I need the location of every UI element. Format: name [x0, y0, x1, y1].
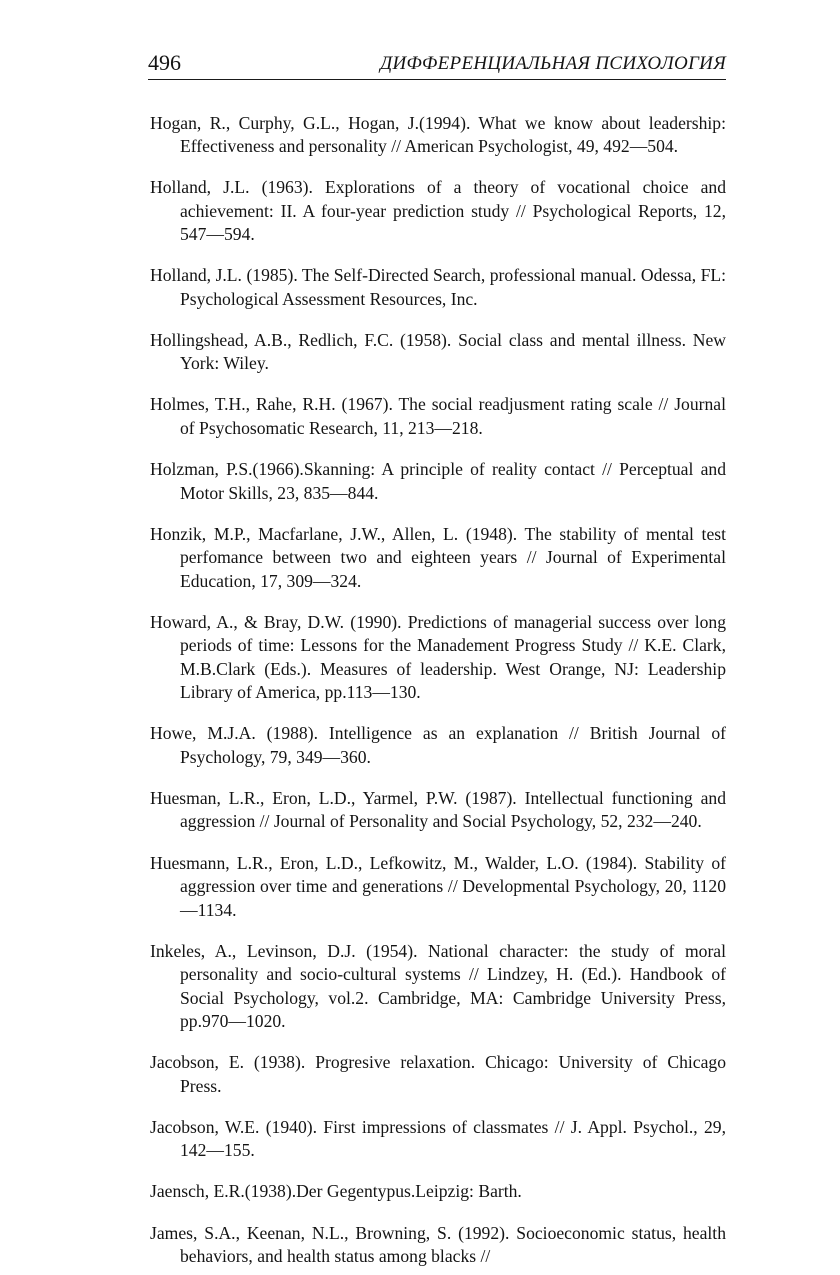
reference-entry: Holmes, T.H., Rahe, R.H. (1967). The social readjusment rating scale // Journal of Psychosomatic Research, 11, 213—218.	[150, 394, 726, 438]
reference-entry: James, S.A., Keenan, N.L., Browning, S. (1992). Socioeconomic status, health behaviors, and health status among blacks //	[150, 1222, 726, 1266]
reference-entry: Howe, M.J.A. (1988). Intelligence as an explanation // British Journal of Psychology, 79, 349—360.	[150, 723, 726, 767]
reference-entry: Huesmann, L.R., Eron, L.D., Lefkowitz, M., Walder, L.O. (1984). Stability of aggression over time and generations // Developmental Psychology, 20, 1120—1134.	[150, 852, 726, 920]
running-title: ДИФФЕРЕНЦИАЛЬНАЯ ПСИХОЛОГИЯ	[380, 53, 726, 74]
header-rule	[148, 79, 726, 80]
reference-entry: Jaensch, E.R.(1938).Der Gegentypus.Leipzig: Barth.	[150, 1181, 522, 1202]
reference-entry: Hollingshead, A.B., Redlich, F.C. (1958). Social class and mental illness. New York: Wiley.	[150, 329, 726, 374]
reference-entry: Inkeles, A., Levinson, D.J. (1954). National character: the study of moral personality and socio-cultural systems // Lindzey, H. (Ed.). Handbook of Social Psychology, vol.2. Cambridge, MA: Cambridge University Press, pp.970—1020.	[150, 940, 726, 1032]
reference-entry: Holland, J.L. (1985). The Self-Directed Search, professional manual. Odessa, FL: Psychological Assessment Resources, Inc.	[150, 265, 726, 309]
reference-entry: Howard, A., & Bray, D.W. (1990). Predictions of managerial success over long periods of time: Lessons for the Manadement Progress Study // K.E. Clark, M.B.Clark (Eds.). Measures of leadership. West Orange, NJ: Leadership Library of America, pp.113—130.	[150, 611, 726, 703]
reference-entry: Jacobson, E. (1938). Progresive relaxation. Chicago: University of Chicago Press.	[150, 1052, 726, 1096]
reference-entry: Jacobson, W.E. (1940). First impressions of classmates // J. Appl. Psychol., 29, 142—155.	[150, 1116, 726, 1161]
reference-list	[150, 94, 726, 1275]
reference-entry: Huesman, L.R., Eron, L.D., Yarmel, P.W. (1987). Intellectual functioning and aggression // Journal of Personality and Social Psychology, 52, 232—240.	[150, 787, 726, 832]
reference-entry: Honzik, M.P., Macfarlane, J.W., Allen, L. (1948). The stability of mental test perfomance between two and eighteen years // Journal of Experimental Education, 17, 309—324.	[150, 523, 726, 591]
page-header	[148, 50, 726, 84]
page-number: 496	[148, 50, 181, 75]
reference-entry: Holland, J.L. (1963). Explorations of a theory of vocational choice and achievement: II. A four-year prediction study // Psychological Reports, 12, 547—594.	[150, 177, 726, 245]
reference-entry: Hogan, R., Curphy, G.L., Hogan, J.(1994). What we know about leadership: Effectiveness and personality // American Psychologist, 49, 492—504.	[150, 112, 726, 157]
reference-entry: Holzman, P.S.(1966).Skanning: A principle of reality contact // Perceptual and Motor Skills, 23, 835—844.	[150, 459, 726, 503]
